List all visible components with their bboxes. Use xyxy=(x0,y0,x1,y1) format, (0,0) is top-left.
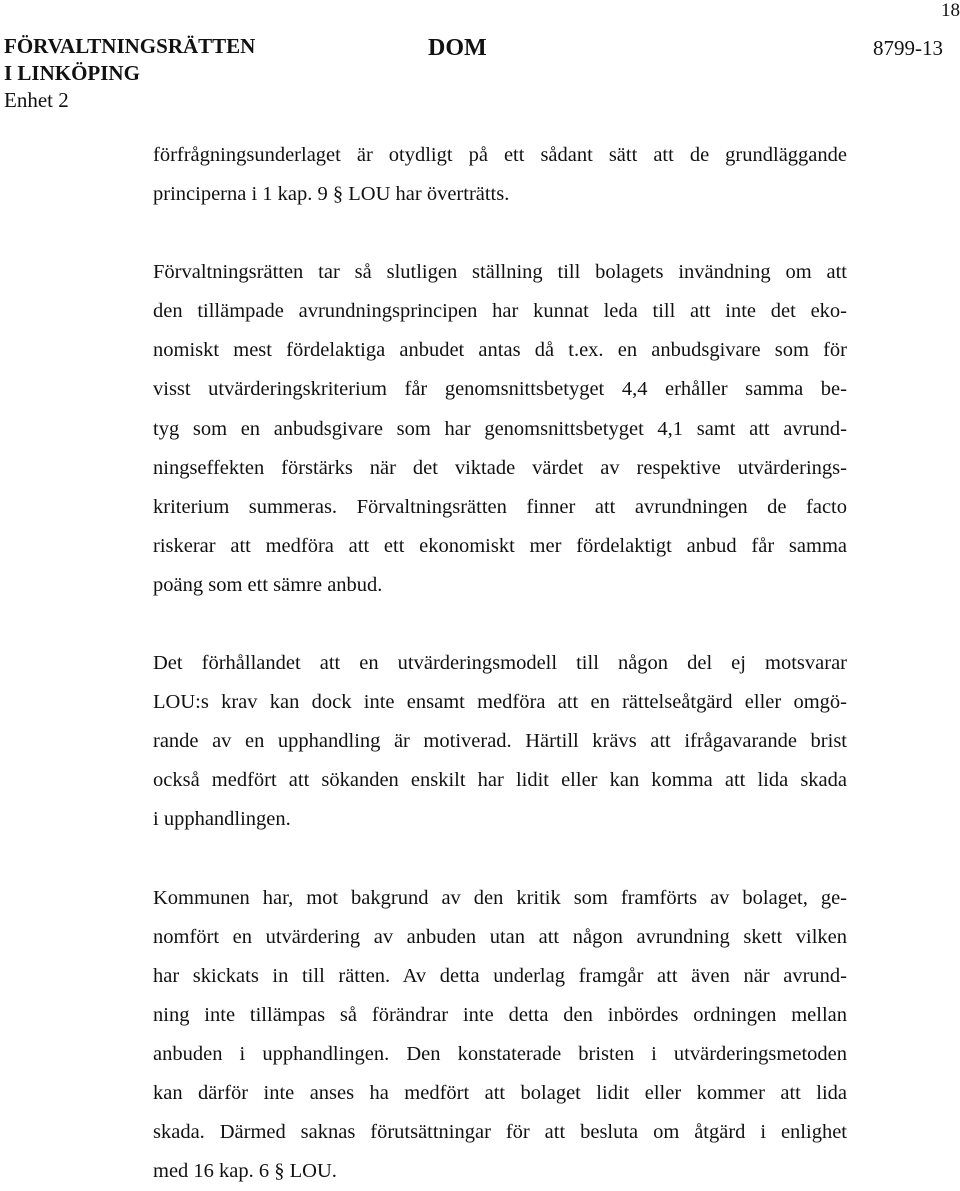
text-line: rande av en upphandling är motiverad. Härtill krävs att ifrågavarande brist xyxy=(153,730,847,753)
text-line: med 16 kap. 6 § LOU. xyxy=(153,1160,337,1183)
page-number: 18 xyxy=(941,0,960,21)
court-name xyxy=(4,33,255,87)
text-line: Kommunen har, mot bakgrund av den kritik som framförts av bolaget, ge- xyxy=(153,886,847,909)
paragraph-4 xyxy=(153,879,847,1191)
paragraph-1 xyxy=(153,136,847,214)
text-line: LOU:s krav kan dock inte ensamt medföra att en rättelseåtgärd eller omgö- xyxy=(153,691,847,714)
text-line: den tillämpade avrundningsprincipen har kunnat leda till att inte det eko- xyxy=(153,300,847,323)
text-line: i upphandlingen. xyxy=(153,808,291,831)
text-line: tyg som en anbudsgivare som har genomsnittsbetyget 4,1 samt att avrund- xyxy=(153,417,847,440)
document-body xyxy=(153,136,847,1191)
text-line: anbuden i upphandlingen. Den konstaterade bristen i utvärderingsmetoden xyxy=(153,1042,847,1065)
text-line: nomiskt mest fördelaktiga anbudet antas då t.ex. en anbudsgivare som för xyxy=(153,339,847,362)
text-line: ningseffekten förstärks när det viktade värdet av respektive utvärderings- xyxy=(153,456,847,479)
paragraph-2 xyxy=(153,253,847,605)
text-line: riskerar att medföra att ett ekonomiskt mer fördelaktigt anbud får samma xyxy=(153,534,847,557)
case-number: 8799-13 xyxy=(873,36,943,60)
text-line: kriterium summeras. Förvaltningsrätten finner att avrundningen de facto xyxy=(153,495,847,518)
text-line: Förvaltningsrätten tar så slutligen ställning till bolagets invändning om att xyxy=(153,261,847,284)
text-line: skada. Därmed saknas förutsättningar för att besluta om åtgärd i enlighet xyxy=(153,1121,847,1144)
paragraph-3 xyxy=(153,644,847,839)
text-line: poäng som ett sämre anbud. xyxy=(153,573,383,596)
court-name-line-1: FÖRVALTNINGSRÄTTEN xyxy=(4,34,256,58)
text-line: nomfört en utvärdering av anbuden utan att någon avrundning skett vilken xyxy=(153,925,847,948)
text-line: principerna i 1 kap. 9 § LOU har överträtts. xyxy=(153,183,510,206)
text-line: också medfört att sökanden enskilt har lidit eller kan komma att lida skada xyxy=(153,769,847,792)
text-line: ning inte tillämpas så förändrar inte detta den inbördes ordningen mellan xyxy=(153,1003,847,1026)
text-line: förfrågningsunderlaget är otydligt på ett sådant sätt att de grundläggande xyxy=(153,144,847,166)
court-name-line-2: I LINKÖPING xyxy=(4,61,140,85)
text-line: kan därför inte anses ha medfört att bolaget lidit eller kommer att lida xyxy=(153,1081,847,1104)
court-unit: Enhet 2 xyxy=(4,88,69,112)
text-line: har skickats in till rätten. Av detta underlag framgår att även när avrund- xyxy=(153,964,847,987)
text-line: visst utvärderingskriterium får genomsnittsbetyget 4,4 erhåller samma be- xyxy=(153,378,847,401)
text-line: Det förhållandet att en utvärderingsmodell till någon del ej motsvarar xyxy=(153,652,847,675)
document-type: DOM xyxy=(428,35,487,61)
